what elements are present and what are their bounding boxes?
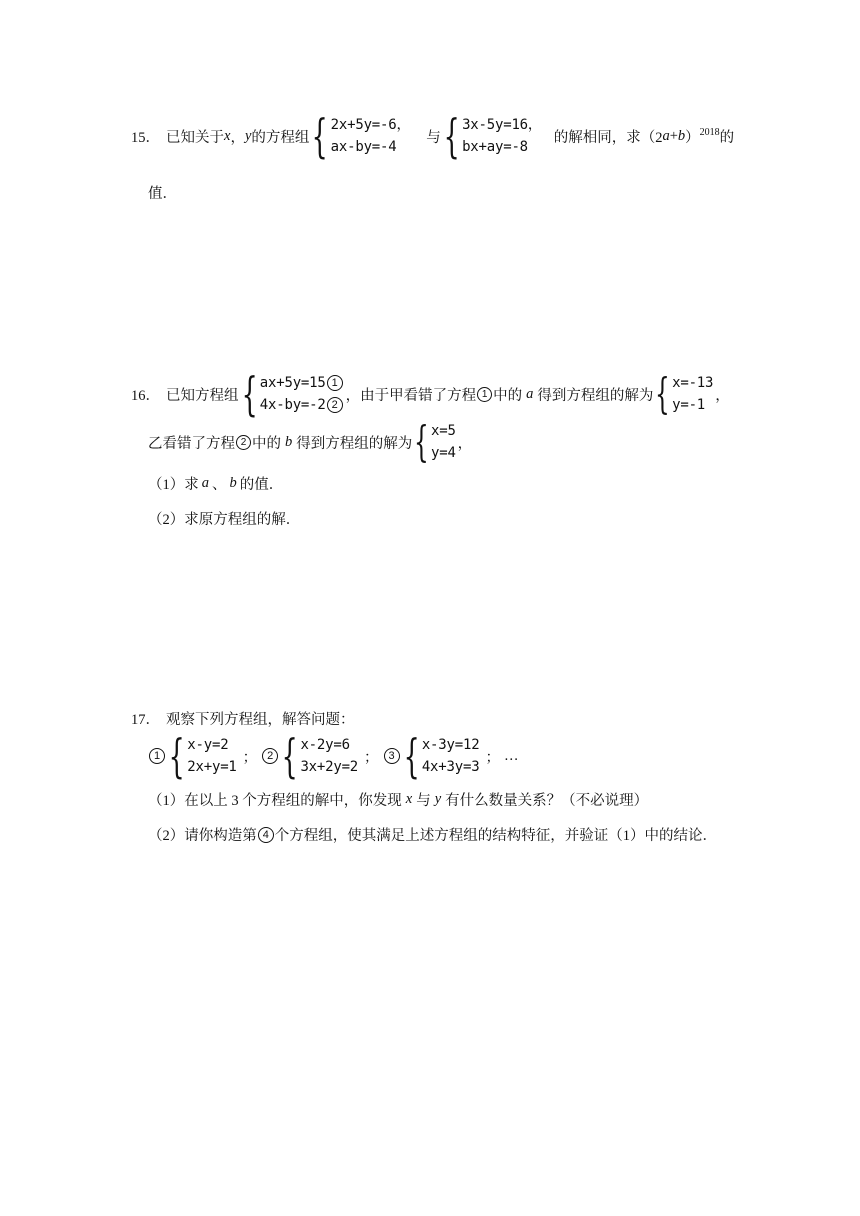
q16-sub1-var-b: b bbox=[229, 475, 237, 491]
q16-sub1-c: 的值． bbox=[239, 477, 284, 493]
circled-number-icon: 1 bbox=[477, 387, 492, 402]
q16-sub1-b: 、 bbox=[212, 477, 227, 493]
q16-solution-1 bbox=[655, 369, 714, 418]
q15-line2 bbox=[148, 182, 177, 203]
circled-number-icon: 4 bbox=[258, 827, 274, 843]
q16-sub2-text: （2）求原方程组的解． bbox=[148, 512, 301, 528]
q16-line2-c: 得到方程组的解为 bbox=[296, 435, 413, 452]
circled-number-icon: 2 bbox=[236, 435, 251, 450]
q17-sys3-eq1: x-3y=12 bbox=[421, 737, 480, 753]
q16-intro: 已知方程组 bbox=[166, 387, 239, 404]
q17-line1 bbox=[131, 708, 355, 729]
q17-sep: ； bbox=[485, 749, 500, 766]
q16-number: 16． bbox=[131, 387, 160, 404]
q16-sub2 bbox=[148, 508, 300, 529]
q15-tail: 的 bbox=[719, 129, 735, 146]
brace-icon: { bbox=[311, 109, 329, 163]
q16-solution-2 bbox=[414, 417, 456, 466]
q16-var-a: a bbox=[526, 385, 534, 402]
circled-number-icon: 1 bbox=[327, 375, 343, 391]
q17-system-2 bbox=[281, 729, 359, 783]
q17-sub1-var-y: y bbox=[434, 791, 442, 807]
q17-sub1 bbox=[148, 789, 648, 810]
q17-sep: ； bbox=[242, 749, 258, 766]
q15-plus: + bbox=[669, 127, 678, 144]
q17-sub2-a: （2）请你构造第 bbox=[148, 828, 257, 844]
brace-icon: { bbox=[655, 369, 671, 418]
q16-line2 bbox=[148, 417, 473, 466]
brace-icon: { bbox=[241, 367, 258, 421]
circled-number-icon: 1 bbox=[149, 748, 165, 764]
brace-icon: { bbox=[281, 729, 298, 783]
brace-icon: { bbox=[168, 729, 185, 783]
q15-system-1 bbox=[311, 109, 411, 163]
q15-sys1-eq1: 2x+5y=-6， bbox=[330, 117, 411, 133]
q17-sub1-var-x: x bbox=[405, 791, 413, 807]
q17-sub1-b: 与 bbox=[416, 793, 431, 809]
q17-system-3 bbox=[403, 729, 480, 783]
q16-sub1-a: （1）求 bbox=[148, 477, 199, 493]
q17-sub2-b: 个方程组，使其满足上述方程组的结构特征，并验证（1）中的结论． bbox=[274, 828, 717, 844]
q15-sys1-eq2: ax-by=-4 bbox=[330, 139, 397, 155]
q16-sub1 bbox=[148, 473, 283, 494]
q17-sys3-eq2: 4x+3y=3 bbox=[421, 759, 480, 775]
q16-sys-eq1: ax+5y=15 1 bbox=[260, 372, 344, 394]
q17-number: 17． bbox=[131, 712, 160, 728]
q16-sol2-y: y=4 bbox=[430, 445, 456, 461]
q16-text2: 中的 bbox=[493, 387, 523, 404]
q16-sol1-y: y=-1 bbox=[672, 397, 706, 413]
q17-system-1 bbox=[168, 729, 237, 783]
circled-number-icon: 2 bbox=[262, 748, 278, 764]
q16-sys-eq2: 4x-by=-2 2 bbox=[260, 394, 344, 416]
q15-line1 bbox=[131, 109, 735, 163]
q16-sol1-x: x=-13 bbox=[672, 375, 714, 391]
q16-line2-b: 中的 bbox=[252, 435, 281, 452]
q16-line1 bbox=[131, 367, 730, 421]
q15-var-a: a bbox=[662, 127, 670, 144]
q15-line2-text: 值． bbox=[148, 186, 177, 202]
q15-var-x: x bbox=[224, 127, 231, 144]
q17-sub1-a: （1）在以上 3 个方程组的解中，你发现 bbox=[148, 793, 402, 809]
q17-systems bbox=[148, 729, 519, 783]
q15-close: ） bbox=[685, 129, 700, 146]
q17-sys2-eq1: x-2y=6 bbox=[300, 737, 350, 753]
q17-ellipsis: … bbox=[503, 747, 519, 764]
q16-line2-a: 乙看错了方程 bbox=[148, 435, 235, 452]
q15-phrase2: 的解相同，求（2 bbox=[553, 129, 663, 146]
q16-text3: 得到方程组的解为 bbox=[537, 387, 654, 404]
q15-var-b: b bbox=[677, 127, 686, 144]
q15-number: 15． bbox=[131, 129, 160, 146]
q15-intro: 已知关于 bbox=[166, 129, 224, 146]
q16-text1: ，由于甲看错了方程 bbox=[345, 387, 477, 404]
q15-phrase1: 的方程组 bbox=[251, 129, 310, 146]
q15-var-y: y bbox=[244, 127, 252, 144]
q16-sub1-var-a: a bbox=[201, 475, 209, 491]
q15-sys2-eq1: 3x-5y=16， bbox=[462, 117, 542, 133]
q17-sys2-eq2: 3x+2y=2 bbox=[300, 759, 359, 775]
q17-intro: 观察下列方程组，解答问题： bbox=[166, 712, 355, 728]
brace-icon: { bbox=[443, 109, 460, 163]
q17-sep: ； bbox=[364, 749, 379, 766]
q16-system bbox=[241, 367, 344, 421]
q17-sys1-eq2: 2x+y=1 bbox=[187, 759, 237, 775]
q17-sys1-eq1: x-y=2 bbox=[187, 737, 229, 753]
q15-system-2 bbox=[443, 109, 542, 163]
brace-icon: { bbox=[403, 729, 420, 783]
brace-icon: { bbox=[414, 417, 429, 466]
q15-with: 与 bbox=[426, 129, 441, 146]
q16-comma: ， bbox=[715, 387, 730, 404]
q15-exponent: 2018 bbox=[699, 126, 720, 138]
q16-sol2-x: x=5 bbox=[430, 423, 456, 439]
q17-sub1-c: 有什么数量关系？（不必说理） bbox=[445, 793, 649, 809]
q16-line2-end: ， bbox=[457, 435, 473, 452]
q15-comma: ， bbox=[230, 129, 245, 146]
circled-number-icon: 2 bbox=[327, 397, 343, 413]
circled-number-icon: 3 bbox=[384, 748, 400, 764]
q15-sys2-eq2: bx+ay=-8 bbox=[462, 139, 528, 155]
q16-var-b: b bbox=[285, 433, 293, 450]
q17-sub2 bbox=[148, 824, 717, 845]
